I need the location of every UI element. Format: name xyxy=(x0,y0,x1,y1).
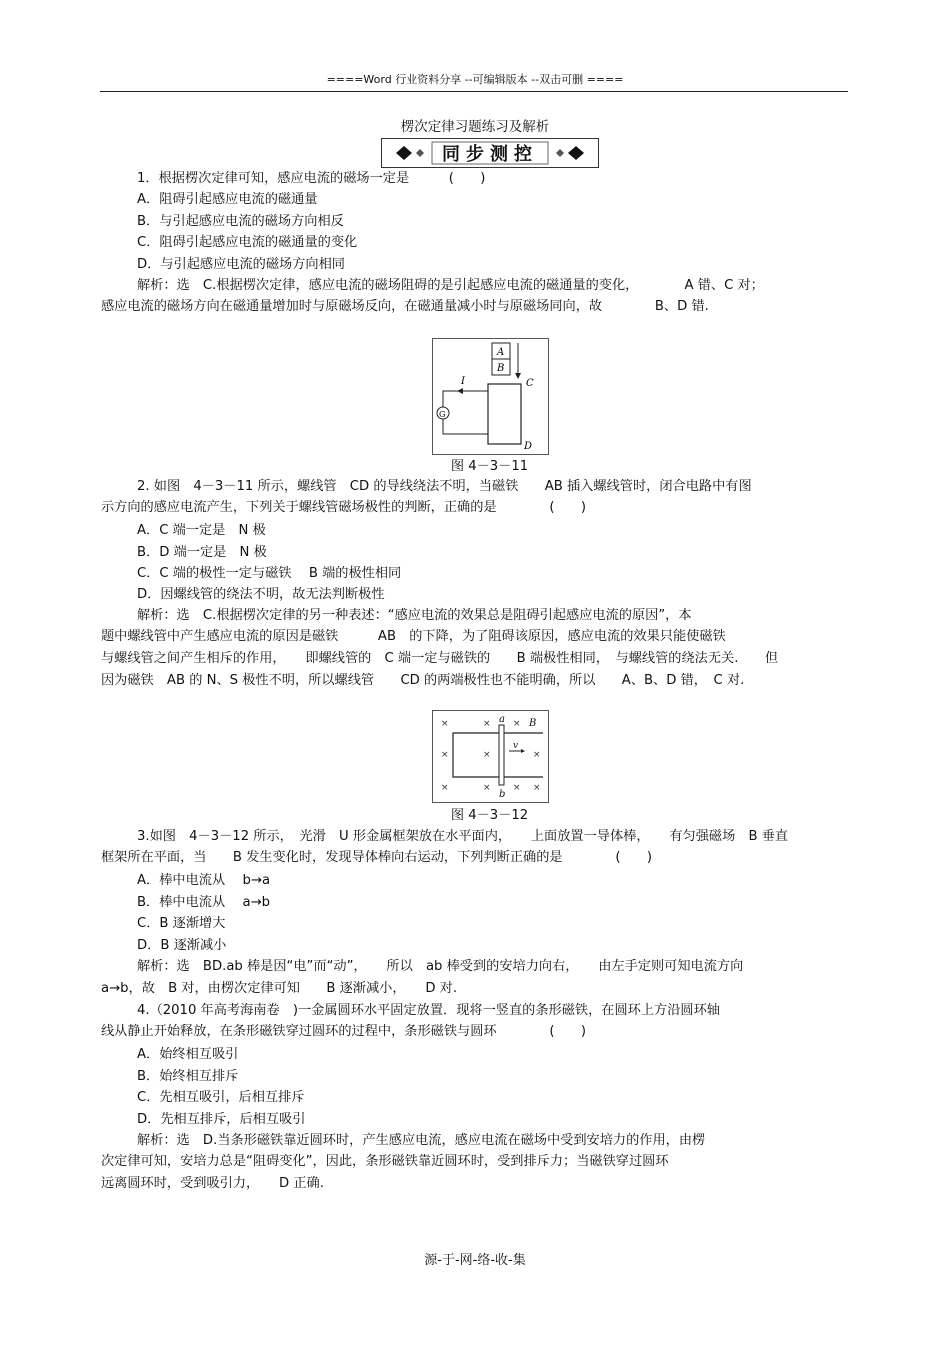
field-cross: × xyxy=(513,719,521,729)
figure-caption-1: 图 4－3－11 xyxy=(450,459,529,474)
q4-option-b: B．始终相互排斥 xyxy=(137,1069,239,1084)
diamond-icon xyxy=(416,149,424,157)
q3-option-c: C．B 逐渐增大 xyxy=(137,916,226,931)
q3-analysis-line2: a→b，故 B 对，由楞次定律可知 B 逐渐减小， D 对. xyxy=(101,981,458,996)
conductor-rod xyxy=(499,725,504,785)
solenoid-label-d: D xyxy=(524,441,533,452)
q2-analysis-line4: 因为磁铁 AB 的 N、S 极性不明，所以螺线管 CD 的两端极性也不能明确，所以 A、B、D 错， C 对. xyxy=(101,673,745,688)
section-banner xyxy=(381,138,599,168)
q3-stem-line2: 框架所在平面，当 B 发生变化时，发现导体棒向右运动，下列判断正确的是 ( ) xyxy=(101,850,653,865)
magnet-label-b: B xyxy=(497,363,505,374)
q2-stem-line1: 2. 如图 4－3－11 所示，螺线管 CD 的导线绕法不明，当磁铁 AB 插入螺线管时，闭合电路中有图 xyxy=(137,479,752,494)
diamond-icon xyxy=(568,146,584,160)
q3-stem-line1: 3.如图 4－3－12 所示， 光滑 U 形金属框架放在水平面内， 上面放置一导体棒， 有匀强磁场 B 垂直 xyxy=(137,829,789,844)
circuit-wire xyxy=(443,391,488,434)
q4-option-d: D．先相互排斥，后相互吸引 xyxy=(137,1112,306,1127)
q2-analysis-line1: 解析：选 C.根据楞次定律的另一种表述：“感应电流的效果总是阻碍引起感应电流的原因”，本 xyxy=(137,608,692,623)
q4-stem-line2: 线从静止开始释放，在条形磁铁穿过圆环的过程中，条形磁铁与圆环 ( ) xyxy=(101,1024,587,1039)
q4-analysis-line2: 次定律可知，安培力总是“阻碍变化”，因此，条形磁铁靠近圆环时，受到排斥力；当磁铁穿过圆环 xyxy=(101,1154,669,1169)
q1-analysis-line1: 解析：选 C.根据楞次定律，感应电流的磁场阻碍的是引起感应电流的磁通量的变化， A 错、C 对； xyxy=(137,278,764,293)
q3-option-b: B．棒中电流从 a→b xyxy=(137,895,271,910)
q2-analysis-line3: 与螺线管之间产生相斥的作用， 即螺线管的 C 端一定与磁铁的 B 端极性相同， 与螺线管的绕法无关. 但 xyxy=(101,651,779,666)
magnet-label-a: A xyxy=(497,347,505,358)
q1-analysis-line2: 感应电流的磁场方向在磁通量增加时与原磁场反向，在磁通量减小时与原磁场同向，故 B、D 错. xyxy=(101,299,709,314)
q2-analysis-line2: 题中螺线管中产生感应电流的原因是磁铁 AB 的下降，为了阻碍该原因，感应电流的效果只能使磁铁 xyxy=(101,629,726,644)
field-cross: × xyxy=(441,719,449,729)
field-cross: × xyxy=(513,783,521,793)
q4-stem-line1: 4.（2010 年高考海南卷 )一金属圆环水平固定放置．现将一竖直的条形磁铁，在圆环上方沿圆环轴 xyxy=(137,1003,720,1018)
diamond-icon xyxy=(556,149,564,157)
q2-option-a: A．C 端一定是 N 极 xyxy=(137,523,266,538)
field-cross: × xyxy=(483,750,491,760)
diamond-icon xyxy=(396,146,412,160)
q3-analysis-line1: 解析：选 BD.ab 棒是因“电”而“动”， 所以 ab 棒受到的安培力向右， 由左手定则可知电流方向 xyxy=(137,959,744,974)
page-title: 楞次定律习题练习及解析 xyxy=(400,119,550,135)
solenoid-body xyxy=(488,384,521,444)
solenoid-label-c: C xyxy=(526,378,534,389)
field-cross: × xyxy=(441,783,449,793)
q1-option-b: B．与引起感应电流的磁场方向相反 xyxy=(137,214,344,229)
u-frame-rails xyxy=(453,733,543,777)
header-divider xyxy=(100,91,848,92)
field-cross: × xyxy=(533,750,541,760)
q2-option-b: B．D 端一定是 N 极 xyxy=(137,545,267,560)
banner-graphic xyxy=(382,139,598,167)
field-cross: × xyxy=(533,783,541,793)
magnetic-field-crosses xyxy=(441,719,541,793)
current-arrow-icon xyxy=(457,388,463,394)
field-cross: × xyxy=(483,719,491,729)
figure-solenoid xyxy=(432,338,549,455)
q3-option-d: D．B 逐渐减小 xyxy=(137,938,227,953)
q4-option-a: A．始终相互吸引 xyxy=(137,1047,239,1062)
q1-option-c: C．阻碍引起感应电流的磁通量的变化 xyxy=(137,235,358,250)
field-cross: × xyxy=(483,783,491,793)
field-cross: × xyxy=(441,750,449,760)
q3-option-a: A．棒中电流从 b→a xyxy=(137,873,271,888)
page-footer: 源-于-网-络-收-集 xyxy=(424,1253,526,1268)
q2-stem-line2: 示方向的感应电流产生，下列关于螺线管磁场极性的判断，正确的是 ( ) xyxy=(101,500,587,515)
q1-stem: 1．根据楞次定律可知，感应电流的磁场一定是 ( ) xyxy=(137,171,486,186)
banner-text: 同步测控 xyxy=(442,144,538,165)
rod-label-a: a xyxy=(499,714,505,725)
q1-option-a: A．阻碍引起感应电流的磁通量 xyxy=(137,192,318,207)
rod-label-b: b xyxy=(499,789,506,800)
galvanometer-label: G xyxy=(439,410,446,419)
q4-analysis-line1: 解析：选 D.当条形磁铁靠近圆环时，产生感应电流，感应电流在磁场中受到安培力的作用，由楞 xyxy=(137,1133,706,1148)
q4-option-c: C．先相互吸引，后相互排斥 xyxy=(137,1090,305,1105)
figure-u-frame xyxy=(432,710,549,803)
arrow-down-icon xyxy=(515,373,521,379)
page-header: ====Word 行业资料分享 --可编辑版本 --双击可删 ==== xyxy=(326,73,624,86)
arrow-right-icon xyxy=(521,749,525,753)
q4-analysis-line3: 远离圆环时，受到吸引力， D 正确. xyxy=(101,1176,324,1191)
q2-option-d: D．因螺线管的绕法不明，故无法判断极性 xyxy=(137,587,385,602)
field-label-b: B xyxy=(529,718,537,729)
q2-option-c: C．C 端的极性一定与磁铁 B 端的极性相同 xyxy=(137,566,402,581)
velocity-label: v xyxy=(513,741,519,751)
current-label: I xyxy=(461,376,465,387)
figure-caption-2: 图 4－3－12 xyxy=(450,808,529,823)
q1-option-d: D．与引起感应电流的磁场方向相同 xyxy=(137,257,345,272)
